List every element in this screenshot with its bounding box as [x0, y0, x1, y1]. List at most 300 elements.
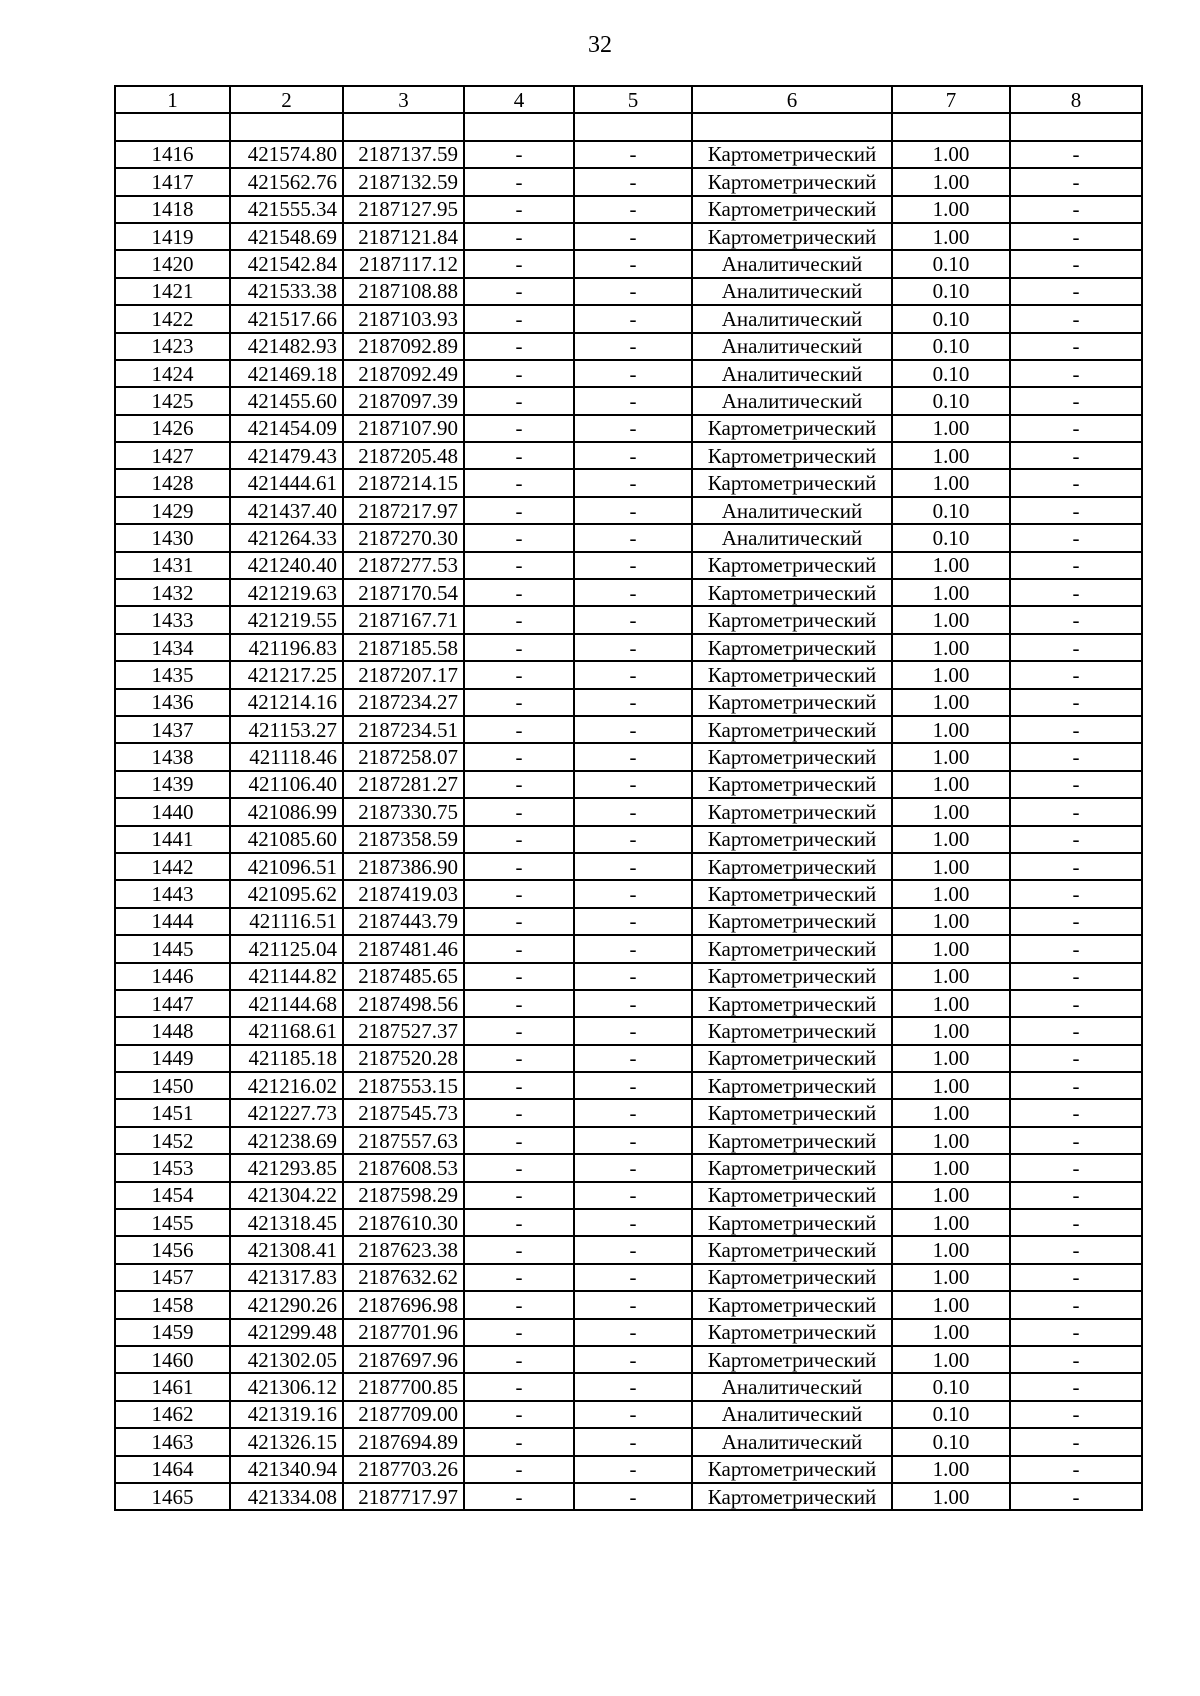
method-cell: Картометрический: [692, 1236, 892, 1263]
table-row: [115, 1209, 1142, 1236]
accuracy-cell: 0.10: [892, 333, 1010, 360]
col8-cell: -: [1010, 716, 1142, 743]
y-coordinate-cell: 2187258.07: [343, 743, 464, 770]
x-coordinate-cell: 421479.43: [230, 442, 343, 469]
x-coordinate-cell: 421264.33: [230, 524, 343, 551]
accuracy-cell: 0.10: [892, 1401, 1010, 1428]
point-number-cell: 1461: [115, 1373, 230, 1400]
col5-cell: -: [574, 387, 692, 414]
y-coordinate-cell: 2187103.93: [343, 305, 464, 332]
accuracy-cell: 1.00: [892, 1099, 1010, 1126]
table-row: [115, 524, 1142, 551]
accuracy-cell: 1.00: [892, 1346, 1010, 1373]
method-cell: [692, 113, 892, 140]
col5-cell: -: [574, 1072, 692, 1099]
x-coordinate-cell: 421555.34: [230, 196, 343, 223]
x-coordinate-cell: 421153.27: [230, 716, 343, 743]
col5-cell: -: [574, 1045, 692, 1072]
col4-cell: -: [464, 415, 574, 442]
x-coordinate-cell: 421227.73: [230, 1099, 343, 1126]
table-row: [115, 689, 1142, 716]
col4-cell: -: [464, 442, 574, 469]
table-row: [115, 661, 1142, 688]
method-cell: Картометрический: [692, 880, 892, 907]
accuracy-cell: 1.00: [892, 990, 1010, 1017]
accuracy-cell: 1.00: [892, 1483, 1010, 1510]
table-row: [115, 1319, 1142, 1346]
x-coordinate-cell: 421096.51: [230, 853, 343, 880]
method-cell: Картометрический: [692, 1182, 892, 1209]
accuracy-cell: 0.10: [892, 497, 1010, 524]
point-number-cell: 1423: [115, 333, 230, 360]
x-coordinate-cell: 421444.61: [230, 469, 343, 496]
method-cell: Аналитический: [692, 497, 892, 524]
point-number-cell: 1422: [115, 305, 230, 332]
method-cell: Картометрический: [692, 908, 892, 935]
y-coordinate-cell: 2187709.00: [343, 1401, 464, 1428]
table-row: [115, 387, 1142, 414]
point-number-cell: 1417: [115, 168, 230, 195]
accuracy-cell: 1.00: [892, 689, 1010, 716]
col8-cell: -: [1010, 168, 1142, 195]
point-number-cell: 1450: [115, 1072, 230, 1099]
col4-cell: -: [464, 908, 574, 935]
column-header: 6: [692, 86, 892, 113]
col5-cell: -: [574, 552, 692, 579]
col4-cell: -: [464, 360, 574, 387]
col5-cell: -: [574, 442, 692, 469]
y-coordinate-cell: 2187358.59: [343, 826, 464, 853]
col5-cell: -: [574, 1017, 692, 1044]
y-coordinate-cell: 2187185.58: [343, 634, 464, 661]
col8-cell: -: [1010, 1401, 1142, 1428]
col4-cell: -: [464, 963, 574, 990]
x-coordinate-cell: 421302.05: [230, 1346, 343, 1373]
point-number-cell: 1445: [115, 935, 230, 962]
y-coordinate-cell: 2187632.62: [343, 1264, 464, 1291]
col8-cell: -: [1010, 743, 1142, 770]
col8-cell: -: [1010, 442, 1142, 469]
col5-cell: -: [574, 497, 692, 524]
col4-cell: -: [464, 990, 574, 1017]
accuracy-cell: 1.00: [892, 661, 1010, 688]
point-number-cell: 1447: [115, 990, 230, 1017]
col5-cell: -: [574, 1099, 692, 1126]
col4-cell: -: [464, 771, 574, 798]
x-coordinate-cell: 421293.85: [230, 1154, 343, 1181]
col5-cell: -: [574, 880, 692, 907]
table-row: [115, 250, 1142, 277]
point-number-cell: 1458: [115, 1291, 230, 1318]
col5-cell: -: [574, 415, 692, 442]
col4-cell: -: [464, 223, 574, 250]
col8-cell: -: [1010, 552, 1142, 579]
point-number-cell: 1418: [115, 196, 230, 223]
col5-cell: -: [574, 333, 692, 360]
table-header-row: [115, 86, 1142, 113]
col8-cell: -: [1010, 305, 1142, 332]
table-row: [115, 1017, 1142, 1044]
col5-cell: -: [574, 990, 692, 1017]
col5-cell: [574, 113, 692, 140]
method-cell: Картометрический: [692, 1346, 892, 1373]
point-number-cell: 1446: [115, 963, 230, 990]
col4-cell: -: [464, 1154, 574, 1181]
col8-cell: -: [1010, 1346, 1142, 1373]
x-coordinate-cell: 421144.68: [230, 990, 343, 1017]
x-coordinate-cell: 421304.22: [230, 1182, 343, 1209]
table-row: [115, 278, 1142, 305]
point-number-cell: 1438: [115, 743, 230, 770]
point-number-cell: 1425: [115, 387, 230, 414]
method-cell: Картометрический: [692, 469, 892, 496]
table-row: [115, 168, 1142, 195]
method-cell: Аналитический: [692, 1373, 892, 1400]
y-coordinate-cell: 2187557.63: [343, 1127, 464, 1154]
y-coordinate-cell: 2187167.71: [343, 606, 464, 633]
accuracy-cell: 1.00: [892, 141, 1010, 168]
method-cell: Картометрический: [692, 552, 892, 579]
col5-cell: -: [574, 1236, 692, 1263]
col4-cell: -: [464, 853, 574, 880]
col8-cell: -: [1010, 1072, 1142, 1099]
col8-cell: -: [1010, 1291, 1142, 1318]
method-cell: Картометрический: [692, 1456, 892, 1483]
method-cell: Картометрический: [692, 141, 892, 168]
col8-cell: -: [1010, 689, 1142, 716]
table-row: [115, 880, 1142, 907]
x-coordinate-cell: 421238.69: [230, 1127, 343, 1154]
accuracy-cell: 1.00: [892, 880, 1010, 907]
point-number-cell: 1419: [115, 223, 230, 250]
table-row: [115, 1154, 1142, 1181]
table-row: [115, 1401, 1142, 1428]
col8-cell: -: [1010, 497, 1142, 524]
column-header: 7: [892, 86, 1010, 113]
col5-cell: -: [574, 1291, 692, 1318]
method-cell: Картометрический: [692, 1072, 892, 1099]
x-coordinate-cell: 421469.18: [230, 360, 343, 387]
col4-cell: -: [464, 524, 574, 551]
col4-cell: -: [464, 497, 574, 524]
col4-cell: -: [464, 333, 574, 360]
col4-cell: -: [464, 1045, 574, 1072]
col4-cell: -: [464, 305, 574, 332]
col8-cell: -: [1010, 908, 1142, 935]
point-number-cell: 1436: [115, 689, 230, 716]
table-row: [115, 1072, 1142, 1099]
y-coordinate-cell: 2187108.88: [343, 278, 464, 305]
point-number-cell: 1435: [115, 661, 230, 688]
table-row: [115, 743, 1142, 770]
table-row: [115, 963, 1142, 990]
point-number-cell: 1424: [115, 360, 230, 387]
y-coordinate-cell: 2187697.96: [343, 1346, 464, 1373]
method-cell: Аналитический: [692, 387, 892, 414]
point-number-cell: 1429: [115, 497, 230, 524]
point-number-cell: 1448: [115, 1017, 230, 1044]
method-cell: Картометрический: [692, 689, 892, 716]
column-header: 4: [464, 86, 574, 113]
table-row: [115, 634, 1142, 661]
col4-cell: -: [464, 935, 574, 962]
method-cell: Картометрический: [692, 1154, 892, 1181]
method-cell: Аналитический: [692, 360, 892, 387]
method-cell: Картометрический: [692, 634, 892, 661]
col5-cell: -: [574, 606, 692, 633]
col4-cell: -: [464, 1346, 574, 1373]
accuracy-cell: 1.00: [892, 1182, 1010, 1209]
table-row: [115, 853, 1142, 880]
accuracy-cell: 1.00: [892, 1127, 1010, 1154]
col8-cell: -: [1010, 634, 1142, 661]
x-coordinate-cell: 421299.48: [230, 1319, 343, 1346]
y-coordinate-cell: 2187545.73: [343, 1099, 464, 1126]
method-cell: Аналитический: [692, 333, 892, 360]
point-number-cell: 1456: [115, 1236, 230, 1263]
column-header: 5: [574, 86, 692, 113]
method-cell: Картометрический: [692, 1264, 892, 1291]
method-cell: Картометрический: [692, 661, 892, 688]
column-header: 8: [1010, 86, 1142, 113]
col8-cell: -: [1010, 1045, 1142, 1072]
y-coordinate-cell: 2187207.17: [343, 661, 464, 688]
accuracy-cell: 1.00: [892, 798, 1010, 825]
point-number-cell: 1433: [115, 606, 230, 633]
col4-cell: -: [464, 606, 574, 633]
accuracy-cell: 1.00: [892, 771, 1010, 798]
method-cell: Картометрический: [692, 168, 892, 195]
coordinates-table: [114, 85, 1143, 1511]
col8-cell: -: [1010, 935, 1142, 962]
col4-cell: -: [464, 1483, 574, 1510]
y-coordinate-cell: 2187485.65: [343, 963, 464, 990]
col4-cell: -: [464, 1456, 574, 1483]
point-number-cell: 1455: [115, 1209, 230, 1236]
col5-cell: -: [574, 1346, 692, 1373]
method-cell: Картометрический: [692, 1017, 892, 1044]
y-coordinate-cell: 2187610.30: [343, 1209, 464, 1236]
table-row: [115, 415, 1142, 442]
method-cell: Аналитический: [692, 305, 892, 332]
col5-cell: -: [574, 1373, 692, 1400]
col4-cell: -: [464, 1291, 574, 1318]
accuracy-cell: 0.10: [892, 250, 1010, 277]
accuracy-cell: 1.00: [892, 1045, 1010, 1072]
table-row: [115, 1099, 1142, 1126]
x-coordinate-cell: 421326.15: [230, 1428, 343, 1455]
col4-cell: -: [464, 196, 574, 223]
table-row: [115, 1346, 1142, 1373]
accuracy-cell: 1.00: [892, 168, 1010, 195]
table-row: [115, 552, 1142, 579]
y-coordinate-cell: 2187170.54: [343, 579, 464, 606]
y-coordinate-cell: 2187137.59: [343, 141, 464, 168]
y-coordinate-cell: 2187132.59: [343, 168, 464, 195]
point-number-cell: 1442: [115, 853, 230, 880]
point-number-cell: 1421: [115, 278, 230, 305]
y-coordinate-cell: 2187553.15: [343, 1072, 464, 1099]
method-cell: Аналитический: [692, 1428, 892, 1455]
column-header: 1: [115, 86, 230, 113]
method-cell: Картометрический: [692, 1045, 892, 1072]
table-body: [115, 86, 1142, 1510]
y-coordinate-cell: 2187092.49: [343, 360, 464, 387]
col4-cell: -: [464, 634, 574, 661]
col5-cell: -: [574, 689, 692, 716]
y-coordinate-cell: 2187117.12: [343, 250, 464, 277]
accuracy-cell: 0.10: [892, 278, 1010, 305]
y-coordinate-cell: 2187127.95: [343, 196, 464, 223]
method-cell: Аналитический: [692, 278, 892, 305]
col5-cell: -: [574, 223, 692, 250]
y-coordinate-cell: 2187277.53: [343, 552, 464, 579]
x-coordinate-cell: 421437.40: [230, 497, 343, 524]
method-cell: Картометрический: [692, 1209, 892, 1236]
x-coordinate-cell: 421574.80: [230, 141, 343, 168]
col5-cell: -: [574, 1428, 692, 1455]
col8-cell: -: [1010, 798, 1142, 825]
col5-cell: -: [574, 250, 692, 277]
page-number: 32: [588, 32, 612, 58]
y-coordinate-cell: 2187443.79: [343, 908, 464, 935]
point-number-cell: 1426: [115, 415, 230, 442]
point-number-cell: 1441: [115, 826, 230, 853]
method-cell: Картометрический: [692, 442, 892, 469]
col4-cell: -: [464, 1264, 574, 1291]
table-row: [115, 333, 1142, 360]
x-coordinate-cell: 421144.82: [230, 963, 343, 990]
table-row: [115, 935, 1142, 962]
method-cell: Картометрический: [692, 1291, 892, 1318]
method-cell: Картометрический: [692, 415, 892, 442]
point-number-cell: 1432: [115, 579, 230, 606]
col4-cell: -: [464, 1017, 574, 1044]
point-number-cell: 1427: [115, 442, 230, 469]
col8-cell: -: [1010, 1017, 1142, 1044]
table-row: [115, 1428, 1142, 1455]
point-number-cell: 1451: [115, 1099, 230, 1126]
col8-cell: -: [1010, 963, 1142, 990]
table-row: [115, 1127, 1142, 1154]
method-cell: Картометрический: [692, 853, 892, 880]
table-row: [115, 113, 1142, 140]
accuracy-cell: 0.10: [892, 387, 1010, 414]
y-coordinate-cell: 2187608.53: [343, 1154, 464, 1181]
y-coordinate-cell: 2187097.39: [343, 387, 464, 414]
y-coordinate-cell: 2187481.46: [343, 935, 464, 962]
x-coordinate-cell: 421517.66: [230, 305, 343, 332]
col5-cell: -: [574, 196, 692, 223]
col5-cell: -: [574, 1483, 692, 1510]
accuracy-cell: 1.00: [892, 1017, 1010, 1044]
x-coordinate-cell: [230, 113, 343, 140]
accuracy-cell: 1.00: [892, 826, 1010, 853]
table-row: [115, 771, 1142, 798]
point-number-cell: 1449: [115, 1045, 230, 1072]
y-coordinate-cell: 2187520.28: [343, 1045, 464, 1072]
accuracy-cell: 1.00: [892, 963, 1010, 990]
point-number-cell: 1452: [115, 1127, 230, 1154]
y-coordinate-cell: 2187701.96: [343, 1319, 464, 1346]
col5-cell: -: [574, 168, 692, 195]
col8-cell: -: [1010, 1264, 1142, 1291]
col8-cell: -: [1010, 1428, 1142, 1455]
accuracy-cell: 0.10: [892, 524, 1010, 551]
accuracy-cell: 1.00: [892, 1264, 1010, 1291]
accuracy-cell: 1.00: [892, 1456, 1010, 1483]
y-coordinate-cell: 2187527.37: [343, 1017, 464, 1044]
column-header: 3: [343, 86, 464, 113]
point-number-cell: 1453: [115, 1154, 230, 1181]
method-cell: Аналитический: [692, 524, 892, 551]
col4-cell: -: [464, 826, 574, 853]
col8-cell: -: [1010, 223, 1142, 250]
method-cell: Картометрический: [692, 963, 892, 990]
col8-cell: -: [1010, 1236, 1142, 1263]
table-row: [115, 1045, 1142, 1072]
col5-cell: -: [574, 743, 692, 770]
method-cell: Картометрический: [692, 771, 892, 798]
table-row: [115, 223, 1142, 250]
table-row: [115, 716, 1142, 743]
table-row: [115, 1236, 1142, 1263]
col5-cell: -: [574, 141, 692, 168]
accuracy-cell: 1.00: [892, 1072, 1010, 1099]
col8-cell: -: [1010, 360, 1142, 387]
table-row: [115, 196, 1142, 223]
accuracy-cell: 1.00: [892, 606, 1010, 633]
col5-cell: -: [574, 469, 692, 496]
col8-cell: -: [1010, 826, 1142, 853]
col8-cell: -: [1010, 579, 1142, 606]
y-coordinate-cell: 2187623.38: [343, 1236, 464, 1263]
method-cell: Картометрический: [692, 606, 892, 633]
y-coordinate-cell: 2187205.48: [343, 442, 464, 469]
col5-cell: -: [574, 935, 692, 962]
col4-cell: -: [464, 798, 574, 825]
col4-cell: -: [464, 1182, 574, 1209]
y-coordinate-cell: 2187281.27: [343, 771, 464, 798]
accuracy-cell: 1.00: [892, 908, 1010, 935]
x-coordinate-cell: 421086.99: [230, 798, 343, 825]
x-coordinate-cell: 421318.45: [230, 1209, 343, 1236]
col5-cell: -: [574, 360, 692, 387]
col8-cell: -: [1010, 771, 1142, 798]
col4-cell: -: [464, 1319, 574, 1346]
point-number-cell: 1439: [115, 771, 230, 798]
y-coordinate-cell: 2187700.85: [343, 1373, 464, 1400]
accuracy-cell: 1.00: [892, 1209, 1010, 1236]
accuracy-cell: 0.10: [892, 1373, 1010, 1400]
col8-cell: -: [1010, 990, 1142, 1017]
y-coordinate-cell: [343, 113, 464, 140]
method-cell: Аналитический: [692, 250, 892, 277]
method-cell: Картометрический: [692, 1127, 892, 1154]
x-coordinate-cell: 421219.55: [230, 606, 343, 633]
col5-cell: -: [574, 524, 692, 551]
col8-cell: -: [1010, 1099, 1142, 1126]
point-number-cell: 1465: [115, 1483, 230, 1510]
col4-cell: -: [464, 1236, 574, 1263]
accuracy-cell: 1.00: [892, 196, 1010, 223]
y-coordinate-cell: 2187696.98: [343, 1291, 464, 1318]
y-coordinate-cell: 2187214.15: [343, 469, 464, 496]
col4-cell: -: [464, 387, 574, 414]
col8-cell: -: [1010, 1456, 1142, 1483]
y-coordinate-cell: 2187234.51: [343, 716, 464, 743]
col4-cell: -: [464, 1209, 574, 1236]
